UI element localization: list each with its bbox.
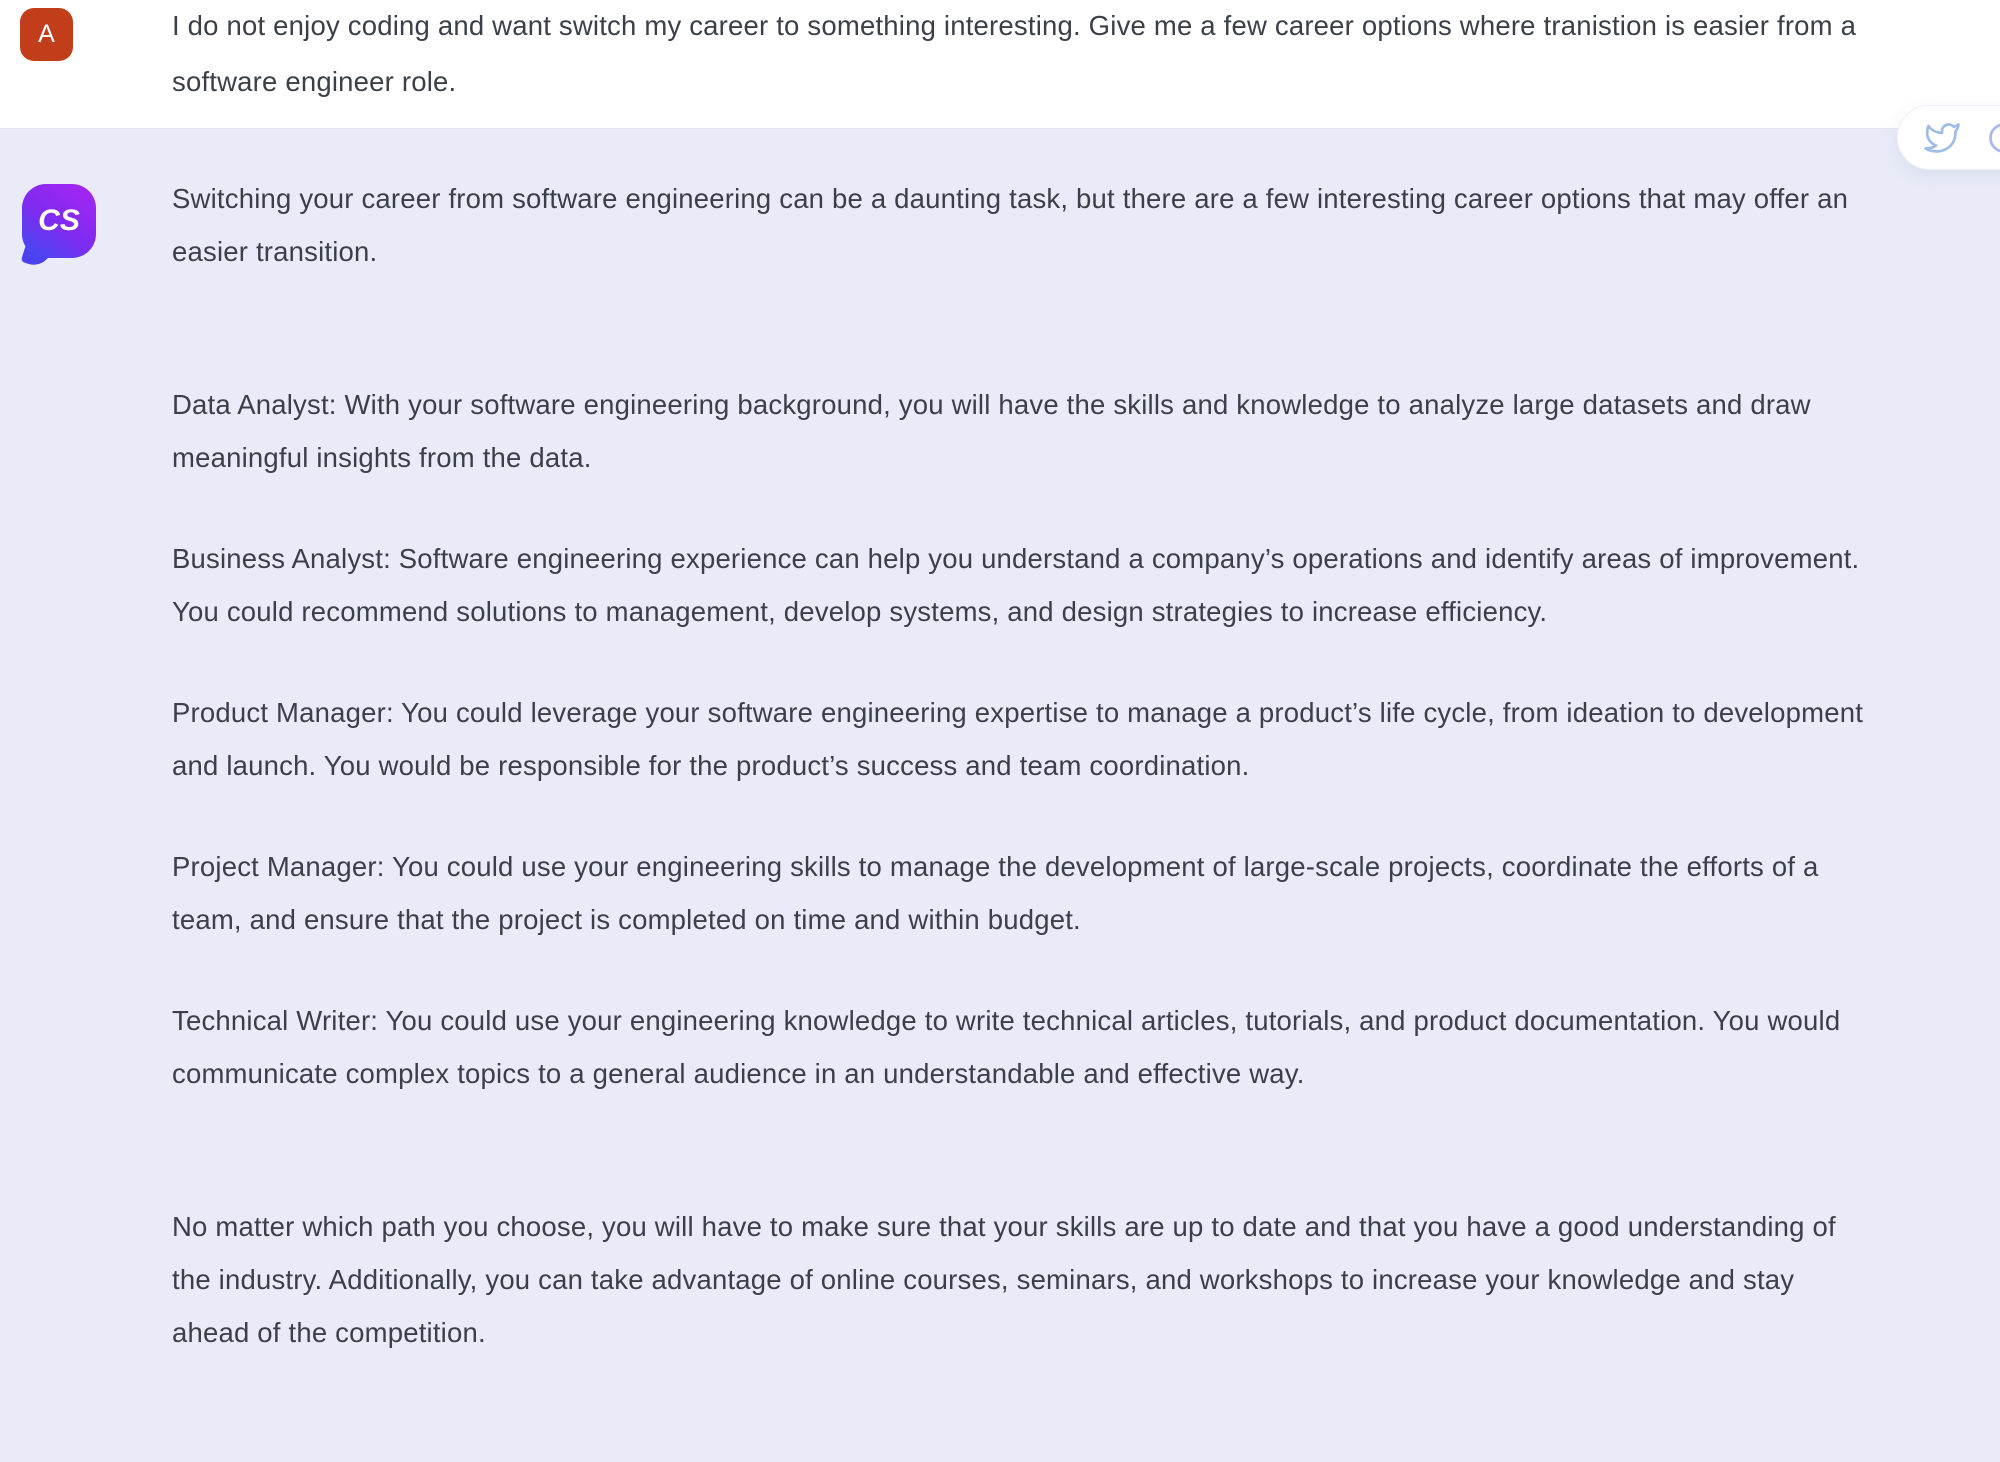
closing-paragraph: No matter which path you choose, you will have to make sure that your skills are up to date and that you have a good understanding of the industry. Additionally, you can take advantage of online courses, seminars, and workshops to increase your knowledge and stay ahead of the competition. xyxy=(172,1211,1836,1348)
twitter-share-icon[interactable] xyxy=(1924,120,1960,156)
assistant-message-text xyxy=(172,172,1870,1407)
user-avatar-letter: A xyxy=(38,20,55,48)
user-avatar xyxy=(20,8,73,61)
technical-writer-paragraph: Technical Writer: You could use your engineering knowledge to write technical articles, tutorials, and product documentation. You would communicate complex topics to a general audience in an understandable and effective way. xyxy=(172,1005,1841,1089)
user-message-row xyxy=(0,0,2000,128)
share-toolbar xyxy=(1897,105,2000,170)
intro-paragraph: Switching your career from software engineering can be a daunting task, but there are a few interesting career options that may offer an easier transition. xyxy=(172,183,1849,267)
user-message-text: I do not enjoy coding and want switch my career to something interesting. Give me a few career options where tranistion is easier from a software engineer role. xyxy=(172,10,1857,97)
assistant-row xyxy=(15,184,1870,1407)
copy-link-icon[interactable] xyxy=(1986,120,2000,156)
chatsonic-avatar xyxy=(22,184,96,258)
product-manager-paragraph: Product Manager: You could leverage your software engineering expertise to manage a product’s life cycle, from ideation to development and launch. You would be responsible for the product’s success and team coordination. xyxy=(172,697,1864,781)
business-analyst-paragraph: Business Analyst: Software engineering experience can help you understand a company’s operations and identify areas of improvement. You could recommend solutions to management, develop systems, and design strategies to increase efficiency. xyxy=(172,543,1860,627)
data-analyst-paragraph: Data Analyst: With your software engineering background, you will have the skills and knowledge to analyze large datasets and draw meaningful insights from the data. xyxy=(172,389,1811,473)
assistant-message-row xyxy=(0,128,2000,1462)
chatsonic-avatar-text: CS xyxy=(38,204,80,237)
project-manager-paragraph: Project Manager: You could use your engineering skills to manage the development of large-scale projects, coordinate the efforts of a team, and ensure that the project is completed on time and within budget. xyxy=(172,851,1819,935)
chatsonic-logo-icon xyxy=(22,184,96,258)
